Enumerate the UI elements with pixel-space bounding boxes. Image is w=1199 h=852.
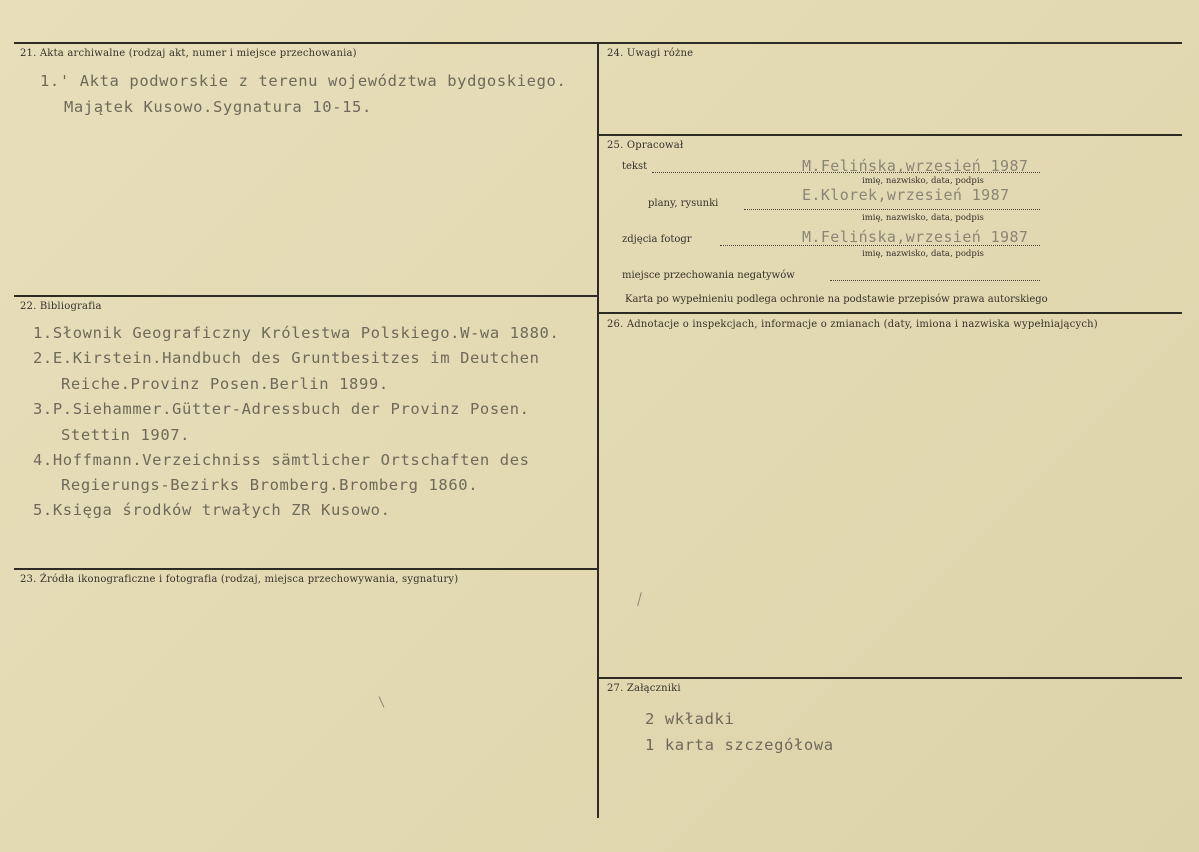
rule-22-23 bbox=[14, 568, 598, 570]
tekst-label: tekst bbox=[622, 161, 648, 172]
plany-dotted-line bbox=[744, 209, 1040, 210]
bibliography-line-8: 5.Księga środków trwałych ZR Kusowo. bbox=[33, 501, 391, 519]
section-24-header: 24. Uwagi różne bbox=[607, 48, 694, 59]
rule-24-25 bbox=[598, 134, 1182, 136]
negatywy-dotted-line bbox=[830, 280, 1040, 281]
bibliography-line-6: 4.Hoffmann.Verzeichniss sämtlicher Ortschaften des bbox=[33, 451, 530, 469]
archive-line-1: 1.' Akta podworskie z terenu województwa bydgoskiego. bbox=[40, 72, 567, 90]
pencil-mark-2 bbox=[637, 592, 642, 606]
attachment-line-1: 2 wkładki bbox=[645, 710, 735, 728]
rule-25-26 bbox=[598, 312, 1182, 314]
plany-caption: imię, nazwisko, data, podpis bbox=[862, 213, 984, 223]
zdjecia-value: M.Felińska,wrzesień 1987 bbox=[802, 228, 1029, 246]
copyright-notice: Karta po wypełnieniu podlega ochronie na podstawie przepisów prawa autorskiego bbox=[625, 294, 1048, 305]
plany-label: plany, rysunki bbox=[648, 198, 719, 209]
pencil-mark bbox=[379, 696, 385, 707]
bibliography-line-4: 3.P.Siehammer.Gütter-Adressbuch der Provinz Posen. bbox=[33, 400, 530, 418]
tekst-value: M.Felińska,wrzesień 1987 bbox=[802, 157, 1029, 175]
section-25-header: 25. Opracował bbox=[607, 140, 684, 151]
column-divider bbox=[597, 42, 599, 818]
bibliography-line-5: Stettin 1907. bbox=[61, 426, 191, 444]
plany-value: E.Klorek,wrzesień 1987 bbox=[802, 186, 1010, 204]
tekst-caption: imię, nazwisko, data, podpis bbox=[862, 176, 984, 186]
zdjecia-caption: imię, nazwisko, data, podpis bbox=[862, 249, 984, 259]
section-27-header: 27. Załączniki bbox=[607, 683, 681, 694]
bibliography-line-2: 2.E.Kirstein.Handbuch des Gruntbesitzes im Deutchen bbox=[33, 349, 540, 367]
negatywy-label: miejsce przechowania negatywów bbox=[622, 270, 795, 281]
rule-21-22 bbox=[14, 295, 598, 297]
attachment-line-2: 1 karta szczegółowa bbox=[645, 736, 834, 754]
bibliography-line-3: Reiche.Provinz Posen.Berlin 1899. bbox=[61, 375, 389, 393]
section-23-header: 23. Źródła ikonograficzne i fotografia (rodzaj, miejsca przechowywania, sygnatury) bbox=[20, 574, 459, 585]
bibliography-line-7: Regierungs-Bezirks Bromberg.Bromberg 1860. bbox=[61, 476, 479, 494]
section-26-header: 26. Adnotacje o inspekcjach, informacje o zmianach (daty, imiona i nazwiska wypełniających) bbox=[607, 319, 1098, 330]
rule-26-27 bbox=[598, 677, 1182, 679]
archive-line-2: Majątek Kusowo.Sygnatura 10-15. bbox=[64, 98, 372, 116]
section-22-header: 22. Bibliografia bbox=[20, 301, 102, 312]
zdjecia-label: zdjęcia fotogr bbox=[622, 234, 692, 245]
bibliography-line-1: 1.Słownik Geograficzny Królestwa Polskiego.W-wa 1880. bbox=[33, 324, 560, 342]
section-21-header: 21. Akta archiwalne (rodzaj akt, numer i miejsce przechowania) bbox=[20, 48, 357, 59]
